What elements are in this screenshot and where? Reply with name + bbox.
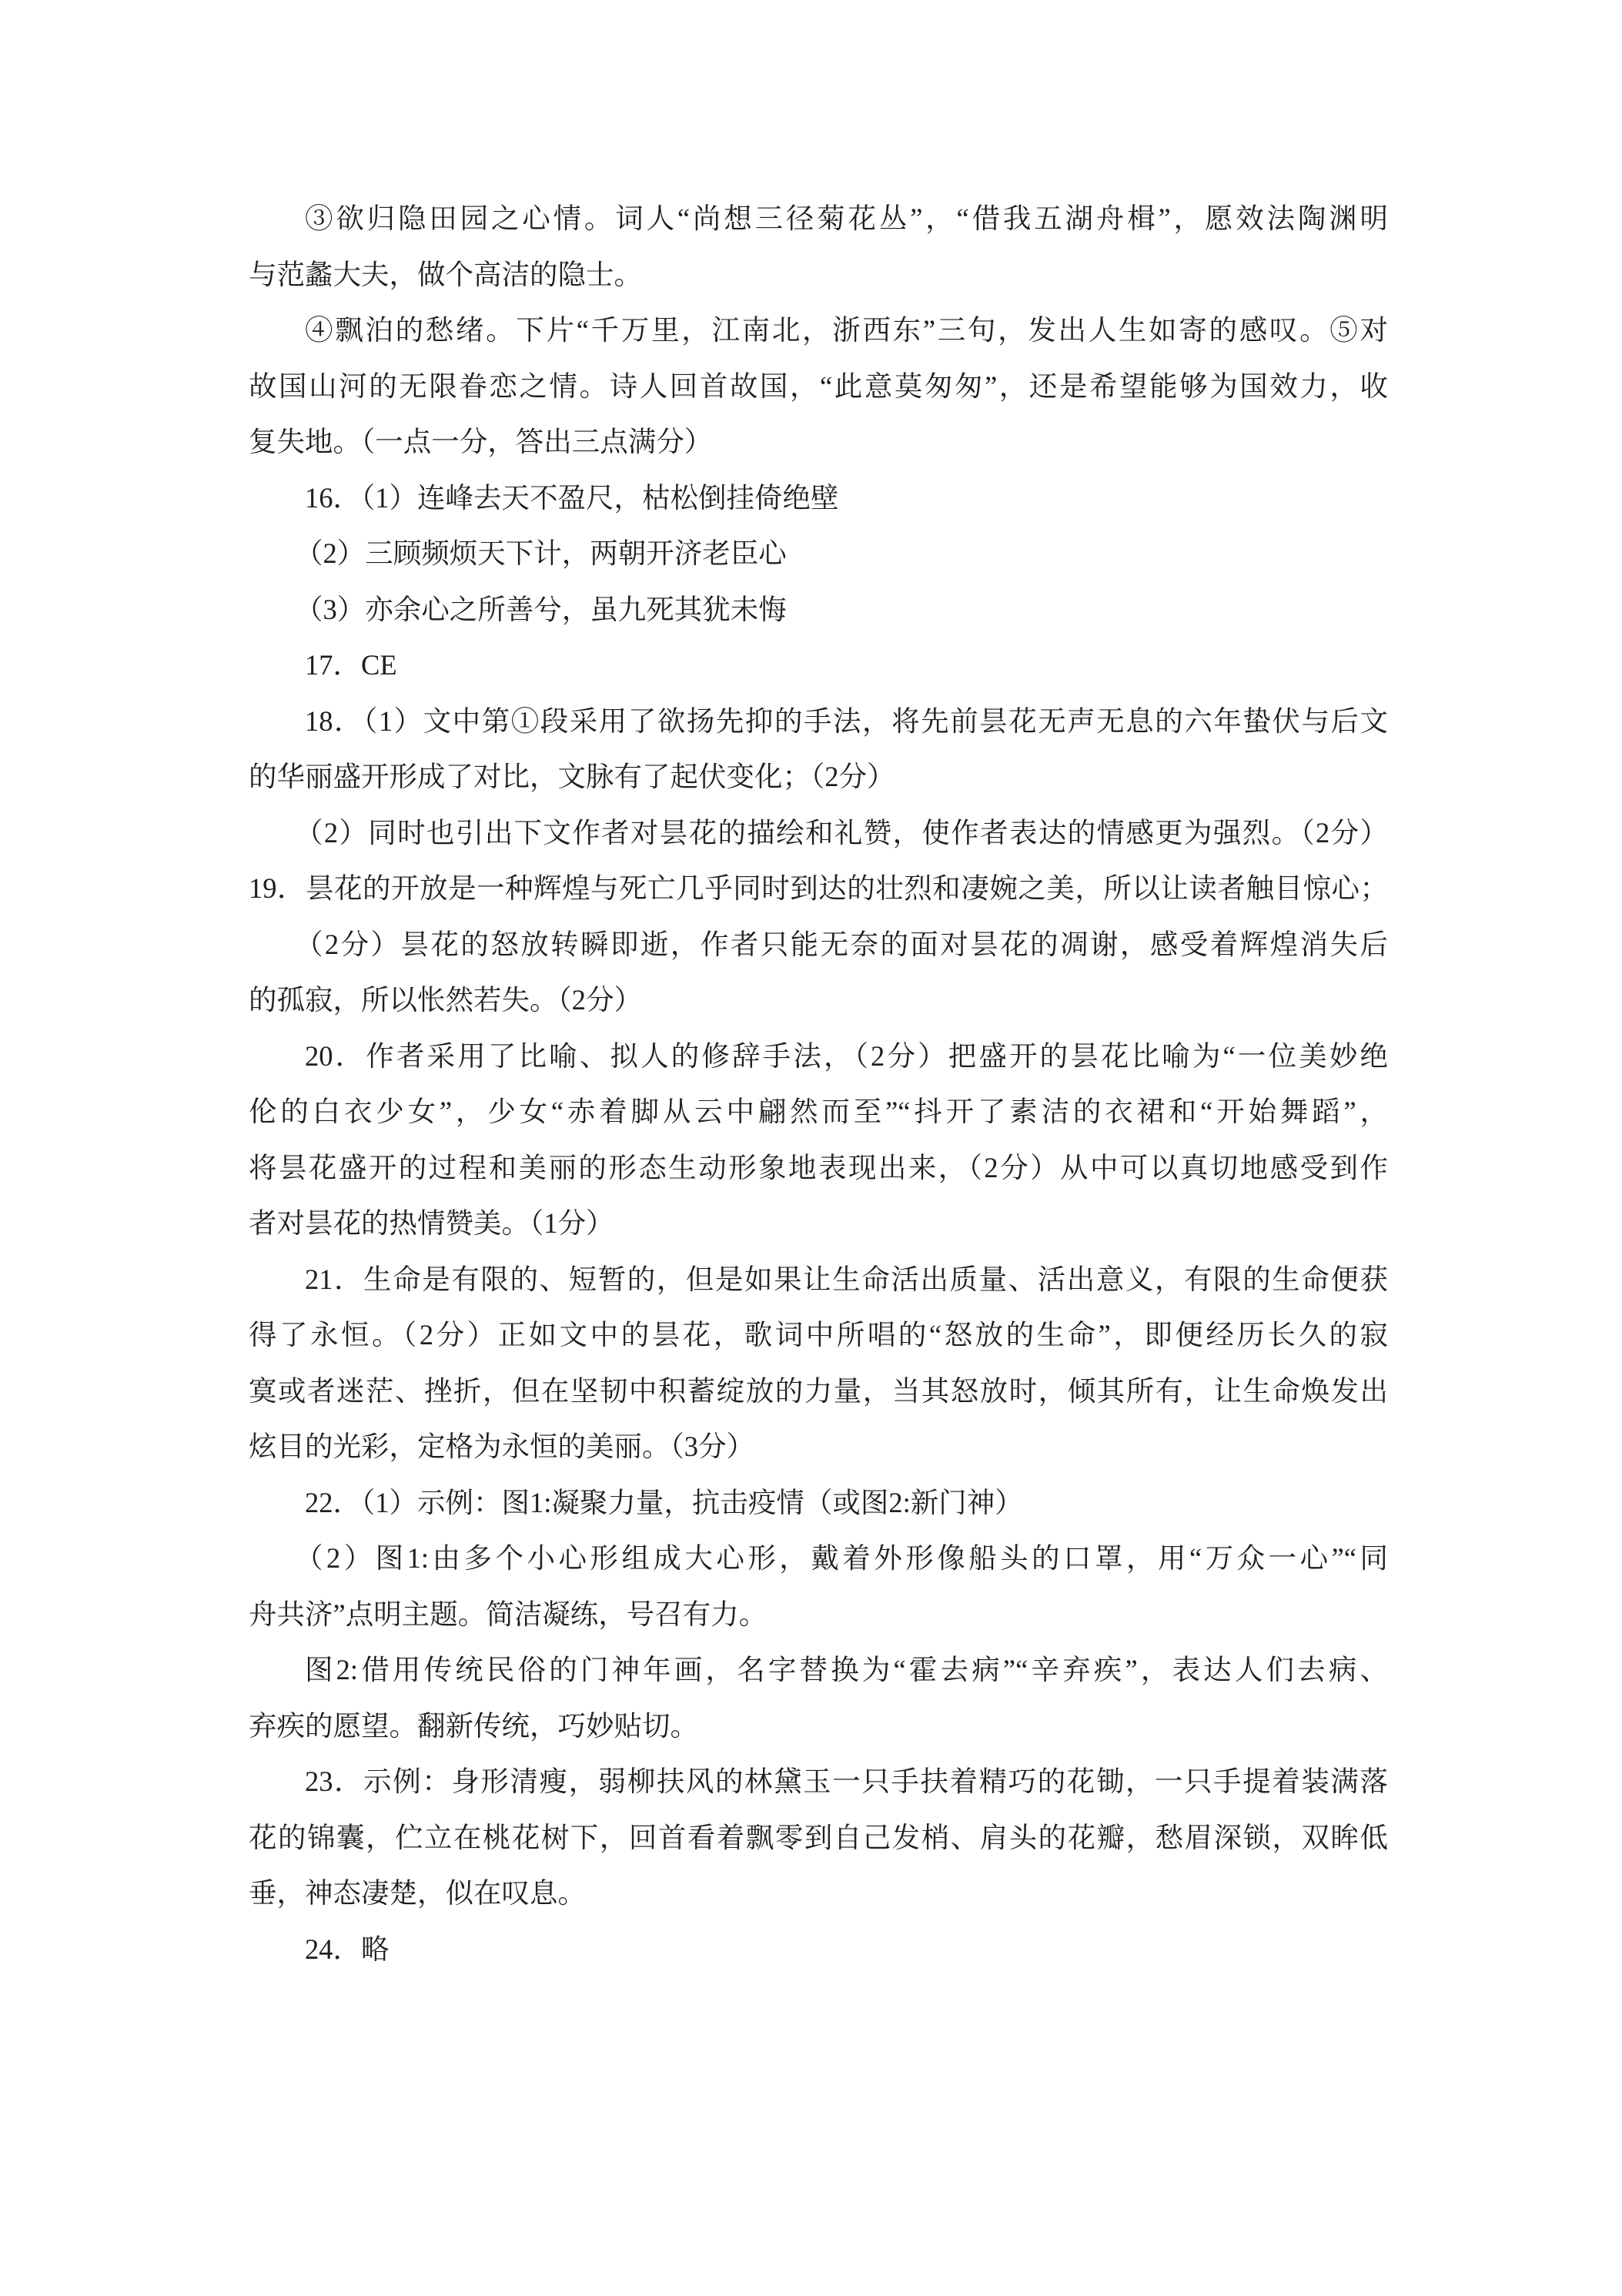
text-line: 弃疾的愿望。翻新传统，巧妙贴切。: [249, 1709, 698, 1742]
text-line: 图2:借用传统民俗的门神年画，名字替换为“霍去病”“辛弃疾”，表达人们去病、: [305, 1654, 1388, 1685]
text-line: 18．（1）文中第①段采用了欲扬先抑的手法，将先前昙花无声无息的六年蛰伏与后文: [305, 705, 1388, 737]
text-line: 与范蠡大夫，做个高洁的隐士。: [249, 258, 642, 290]
text-line: 将昙花盛开的过程和美丽的形态生动形象地表现出来，（2分）从中可以真切地感受到作: [249, 1151, 1388, 1183]
text-line: 24．略: [305, 1933, 390, 1965]
text-line: 的华丽盛开形成了对比，文脉有了起伏变化；（2分）: [249, 761, 895, 792]
text-line: 垂，神态凄楚，似在叹息。: [249, 1877, 586, 1909]
answer-text-block: [249, 191, 1388, 1977]
text-line: 复失地。（一点一分，答出三点满分）: [249, 426, 713, 457]
text-line: 17．CE: [305, 649, 397, 681]
text-line: （3）亦余心之所善兮，虽九死其犹未悔: [295, 593, 787, 625]
text-line: ④飘泊的愁绪。下片“千万里，江南北，浙西东”三句，发出人生如寄的感叹。⑤对: [305, 314, 1388, 346]
text-line: 16．（1）连峰去天不盈尺，枯松倒挂倚绝壁: [305, 481, 839, 514]
text-line: （2）同时也引出下文作者对昙花的描绘和礼赞，使作者表达的情感更为强烈。（2分）: [295, 816, 1388, 848]
text-line: 得了永恒。（2分）正如文中的昙花，歌词中所唱的“怒放的生命”，即便经历长久的寂: [249, 1319, 1388, 1350]
text-line: 19．昙花的开放是一种辉煌与死亡几乎同时到达的壮烈和凄婉之美，所以让读者触目惊心；: [249, 872, 1388, 904]
text-line: 者对昙花的热情赞美。（1分）: [249, 1207, 614, 1239]
text-line: 23．示例：身形清瘦，弱柳扶风的林黛玉一只手扶着精巧的花锄，一只手提着装满落: [305, 1766, 1388, 1797]
text-line: ③欲归隐田园之心情。词人“尚想三径菊花丛”，“借我五湖舟楫”，愿效法陶渊明: [305, 202, 1388, 234]
text-line: （2分）昙花的怒放转瞬即逝，作者只能无奈的面对昙花的凋谢，感受着辉煌消失后: [295, 928, 1388, 960]
text-line: 花的锦囊，伫立在桃花树下，回首看着飘零到自己发梢、肩头的花瓣，愁眉深锁，双眸低: [249, 1821, 1388, 1853]
text-line: 20．作者采用了比喻、拟人的修辞手法，（2分）把盛开的昙花比喻为“一位美妙绝: [305, 1039, 1388, 1072]
text-line: 故国山河的无限眷恋之情。诗人回首故国，“此意莫匆匆”，还是希望能够为国效力，收: [249, 370, 1388, 402]
text-line: 伦的白衣少女”，少女“赤着脚从云中翩然而至”“抖开了素洁的衣裙和“开始舞蹈”，: [249, 1096, 1388, 1127]
text-line: 的孤寂，所以怅然若失。（2分）: [249, 984, 642, 1016]
text-line: 22．（1）示例：图1:凝聚力量，抗击疫情（或图2:新门神）: [305, 1486, 1023, 1518]
text-line: 炫目的光彩，定格为永恒的美丽。（3分）: [249, 1431, 754, 1462]
text-line: 21．生命是有限的、短暂的，但是如果让生命活出质量、活出意义，有限的生命便获: [305, 1263, 1388, 1295]
text-line: 寞或者迷茫、挫折，但在坚韧中积蓄绽放的力量，当其怒放时，倾其所有，让生命焕发出: [249, 1374, 1388, 1407]
text-line: （2）图1:由多个小心形组成大心形，戴着外形像船头的口罩，用“万众一心”“同: [295, 1542, 1388, 1574]
text-line: （2）三顾频烦天下计，两朝开济老臣心: [295, 537, 787, 569]
text-line: 舟共济”点明主题。简洁凝练，号召有力。: [249, 1598, 768, 1630]
